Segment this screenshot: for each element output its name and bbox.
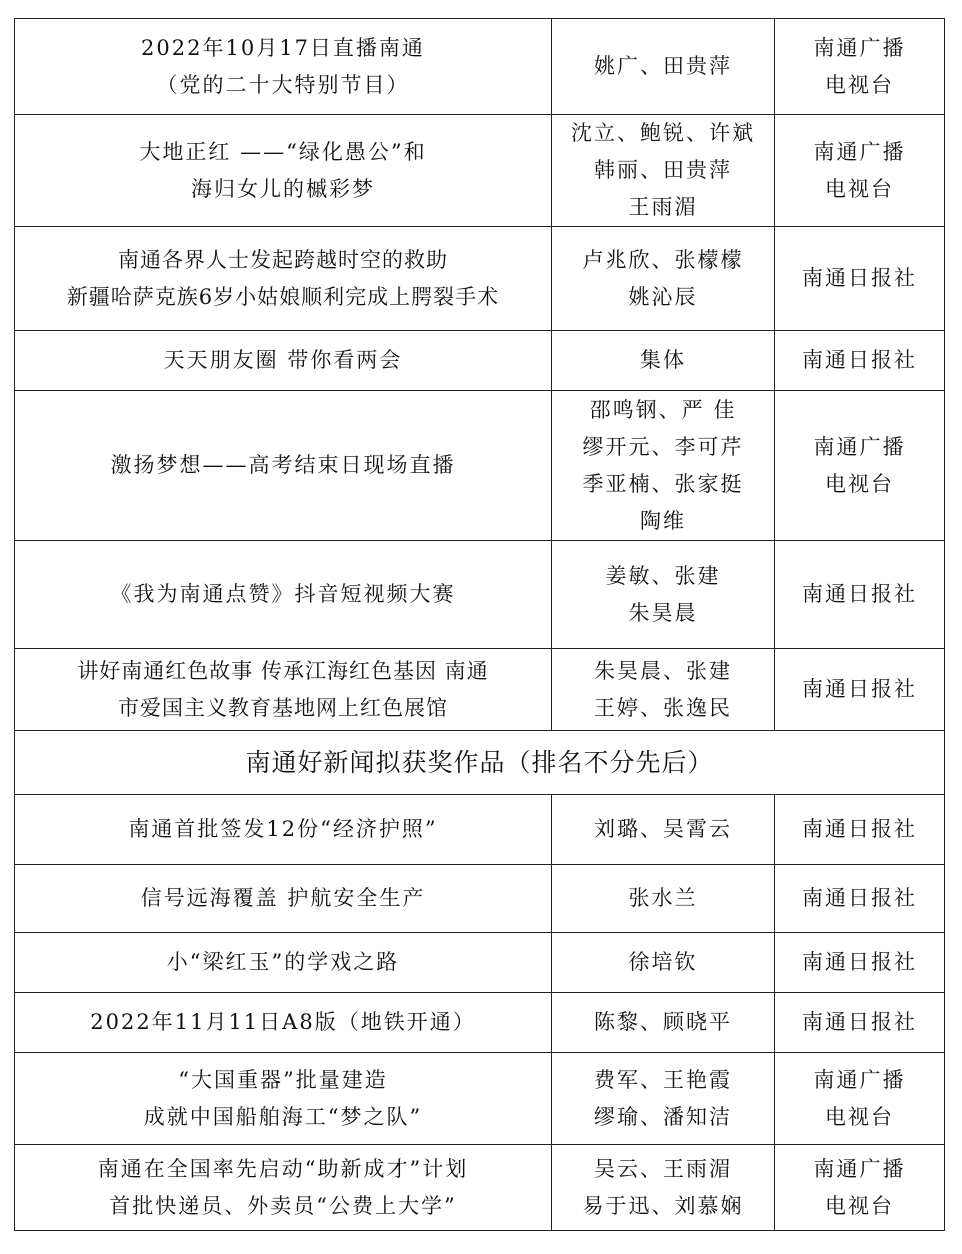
unit-cell [775, 391, 945, 541]
unit-cell [775, 541, 945, 649]
work-title-line: 讲好南通红色故事 传承江海红色基因 南通 [77, 658, 489, 683]
authors-cell [552, 391, 775, 541]
table-row [15, 19, 945, 115]
authors-line: 朱昊晨 [628, 600, 698, 625]
work-title-line: （党的二十大特别节目） [156, 72, 410, 97]
authors-line: 王雨湄 [628, 195, 698, 219]
work-title-cell [15, 933, 552, 993]
table-row [15, 795, 945, 865]
unit-line: 南通日报社 [802, 1010, 917, 1034]
authors-line: 徐培钦 [628, 950, 698, 974]
unit-line: 南通广播 [813, 1156, 906, 1181]
authors-line: 刘璐、吴霄云 [594, 817, 732, 841]
table-row [15, 227, 945, 331]
work-title-cell [15, 331, 552, 391]
unit-cell [775, 227, 945, 331]
work-title-cell [15, 1145, 552, 1231]
authors-line: 陶维 [640, 508, 686, 533]
unit-line: 南通日报社 [802, 817, 917, 841]
section-heading-row [15, 731, 945, 795]
unit-line: 南通日报社 [802, 266, 917, 290]
work-title-line: 天天朋友圈 带你看两会 [163, 348, 403, 372]
authors-cell [552, 1053, 775, 1145]
authors-line: 缪开元、李可芹 [582, 434, 744, 459]
authors-cell [552, 649, 775, 731]
table-row [15, 1053, 945, 1145]
work-title-line: 新疆哈萨克族6岁小姑娘顺利完成上腭裂手术 [66, 284, 500, 309]
work-title-line: 信号远海覆盖 护航安全生产 [140, 886, 426, 910]
unit-line: 南通日报社 [802, 677, 917, 701]
work-title-cell [15, 649, 552, 731]
table-row [15, 865, 945, 933]
authors-line: 集体 [640, 348, 686, 372]
unit-cell [775, 115, 945, 227]
authors-cell [552, 1145, 775, 1231]
table-row [15, 1145, 945, 1231]
awards-table [14, 18, 945, 1231]
work-title-cell [15, 1053, 552, 1145]
authors-line: 邵鸣钢、严 佳 [589, 397, 737, 422]
authors-line: 费军、王艳霞 [594, 1067, 732, 1092]
unit-line: 电视台 [825, 1193, 894, 1218]
work-title-line: 2022年10月17日直播南通 [141, 35, 425, 60]
authors-line: 韩丽、田贵萍 [594, 158, 732, 182]
authors-cell [552, 19, 775, 115]
authors-line: 吴云、王雨湄 [594, 1156, 732, 1181]
authors-line: 陈黎、顾晓平 [594, 1010, 732, 1034]
authors-cell [552, 865, 775, 933]
authors-line: 缪瑜、潘知洁 [594, 1104, 732, 1129]
unit-line: 电视台 [825, 176, 894, 201]
work-title-line: 市爱国主义教育基地网上红色展馆 [118, 695, 448, 720]
authors-line: 姜敏、张建 [605, 563, 721, 588]
unit-line: 电视台 [825, 1104, 894, 1129]
work-title-line: 成就中国船舶海工“梦之队” [143, 1104, 423, 1129]
authors-line: 卢兆欣、张檬檬 [582, 247, 744, 272]
unit-cell [775, 993, 945, 1053]
unit-line: 南通日报社 [802, 348, 917, 372]
unit-line: 南通广播 [813, 35, 906, 60]
authors-cell [552, 227, 775, 331]
work-title-line: 南通首批签发12份“经济护照” [128, 817, 438, 841]
work-title-line: 《我为南通点赞》抖音短视频大赛 [110, 582, 456, 606]
unit-cell [775, 649, 945, 731]
authors-cell [552, 933, 775, 993]
table-row [15, 331, 945, 391]
work-title-cell [15, 391, 552, 541]
table-row [15, 993, 945, 1053]
table-row [15, 391, 945, 541]
unit-line: 南通广播 [813, 139, 906, 164]
table-row [15, 933, 945, 993]
work-title-line: 海归女儿的槭彩梦 [191, 176, 375, 201]
work-title-cell [15, 795, 552, 865]
unit-cell [775, 795, 945, 865]
unit-cell [775, 865, 945, 933]
authors-line: 沈立、鲍锐、许斌 [571, 121, 755, 145]
authors-cell [552, 115, 775, 227]
work-title-line: 南通各界人士发起跨越时空的救助 [118, 247, 448, 272]
section-heading: 南通好新闻拟获奖作品（排名不分先后） [15, 731, 945, 795]
unit-line: 南通日报社 [802, 950, 917, 974]
unit-cell [775, 933, 945, 993]
authors-line: 姚广、田贵萍 [594, 54, 732, 78]
work-title-line: 激扬梦想——高考结束日现场直播 [110, 453, 456, 477]
table-row [15, 115, 945, 227]
work-title-cell [15, 541, 552, 649]
authors-line: 张水兰 [628, 886, 698, 910]
unit-line: 南通日报社 [802, 582, 917, 606]
work-title-line: 南通在全国率先启动“助新成才”计划 [97, 1156, 469, 1181]
unit-cell [775, 19, 945, 115]
table-row [15, 649, 945, 731]
work-title-line: 小“梁红玉”的学戏之路 [166, 950, 400, 974]
work-title-cell [15, 115, 552, 227]
unit-cell [775, 331, 945, 391]
authors-cell [552, 331, 775, 391]
unit-cell [775, 1145, 945, 1231]
unit-line: 南通广播 [813, 434, 906, 459]
unit-line: 电视台 [825, 72, 894, 97]
work-title-line: 大地正红 ——“绿化愚公”和 [139, 139, 427, 164]
work-title-cell [15, 19, 552, 115]
work-title-cell [15, 227, 552, 331]
unit-cell [775, 1053, 945, 1145]
authors-line: 姚沁辰 [628, 284, 698, 309]
work-title-line: 首批快递员、外卖员“公费上大学” [109, 1193, 457, 1218]
authors-line: 朱昊晨、张建 [594, 658, 732, 683]
unit-line: 南通日报社 [802, 886, 917, 910]
authors-cell [552, 541, 775, 649]
authors-line: 易于迅、刘慕娴 [582, 1193, 744, 1218]
authors-line: 王婷、张逸民 [594, 695, 732, 720]
unit-line: 电视台 [825, 471, 894, 496]
unit-line: 南通广播 [813, 1067, 906, 1092]
work-title-line: 2022年11月11日A8版（地铁开通） [90, 1010, 476, 1034]
authors-cell [552, 795, 775, 865]
table-row [15, 541, 945, 649]
work-title-line: “大国重器”批量建造 [178, 1067, 388, 1092]
authors-cell [552, 993, 775, 1053]
authors-line: 季亚楠、张家挺 [582, 471, 744, 496]
work-title-cell [15, 993, 552, 1053]
work-title-cell [15, 865, 552, 933]
